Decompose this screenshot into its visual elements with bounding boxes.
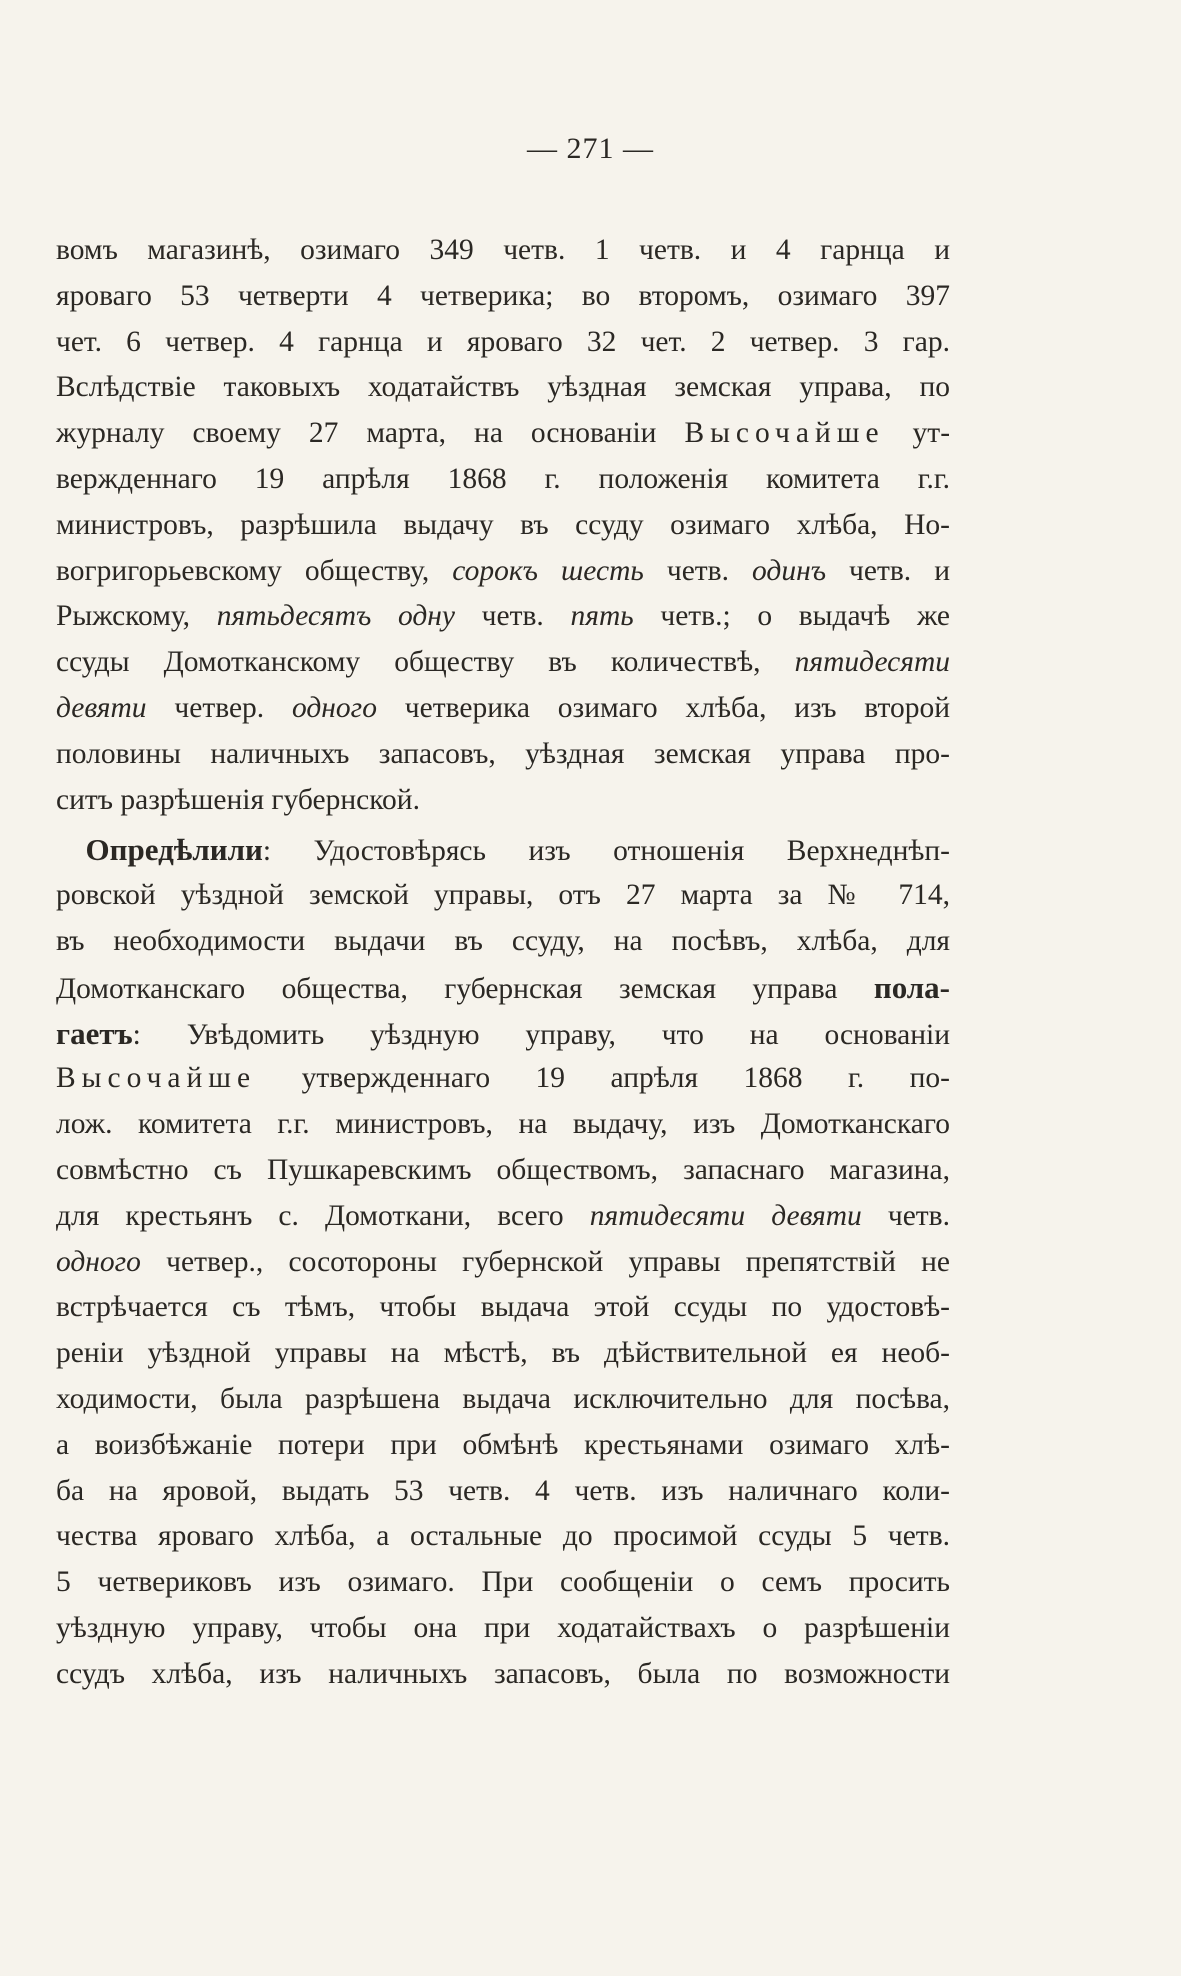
- text-line: чет. 6 четвер. 4 гарнца и яроваго 32 чет. 2 четвер. 3 гар.: [56, 325, 950, 358]
- text-line: чества яроваго хлѣба, а остальные до просимой ссуды 5 четв.: [56, 1520, 950, 1553]
- text-span: четверика озимаго хлѣба, изъ второй: [404, 691, 951, 724]
- text-span: четв.: [666, 554, 729, 587]
- text-line: Вслѣдствіе таковыхъ ходатайствъ уѣздная земская управа, по: [56, 371, 950, 404]
- text-line: [56, 965, 950, 1011]
- italic-emphasis: пятьдесятъ одну: [216, 600, 455, 633]
- text-line: [56, 640, 950, 686]
- text-span: Рыжскому,: [56, 600, 191, 633]
- text-span: журналу своему 27 марта, на основаніи: [56, 417, 657, 450]
- text-line: [56, 1011, 950, 1057]
- italic-emphasis: пять: [570, 600, 634, 633]
- italic-emphasis: одного: [56, 1245, 141, 1278]
- italic-emphasis: одного: [292, 691, 377, 724]
- text-span: утвержденнаго 19 апрѣля 1868 г. по-: [301, 1062, 950, 1095]
- text-line: лож. комитета г.г. министровъ, на выдачу, изъ Домотканскаго: [56, 1108, 950, 1141]
- italic-emphasis: пятидесяти девяти: [589, 1199, 862, 1232]
- spaced-emphasis: Высочайше: [56, 1062, 257, 1095]
- text-line: [56, 1056, 950, 1102]
- text-span: четвер., сосотороны губернской управы препятствій не: [166, 1245, 951, 1278]
- text-span: ут-: [912, 417, 951, 450]
- text-line: яроваго 53 четверти 4 четверика; во второмъ, озимаго 397: [56, 279, 950, 312]
- bold-heading: Опредѣлили: [85, 832, 263, 868]
- page-number: — 271 —: [527, 132, 654, 165]
- text-line: [56, 594, 950, 640]
- text-line: [56, 549, 950, 595]
- text-span: четв.; о выдачѣ же: [660, 600, 951, 633]
- bold-emphasis: пола-: [873, 969, 950, 1005]
- text-line: уѣздную управу, чтобы она при ходатайствахъ о разрѣшеніи: [56, 1611, 950, 1644]
- text-line: ходимости, была разрѣшена выдача исключительно для посѣва,: [56, 1382, 950, 1415]
- text-span: ссуды Домотканскому обществу въ количествѣ,: [56, 646, 761, 679]
- text-line: вержденнаго 19 апрѣля 1868 г. положенія комитета г.г.: [56, 462, 950, 495]
- bold-emphasis: гаетъ: [56, 1015, 133, 1051]
- text-span: Домотканскаго общества, губернская земская управа: [56, 972, 838, 1005]
- text-line: а воизбѣжаніе потери при обмѣнѣ крестьянами озимаго хлѣ-: [56, 1428, 950, 1461]
- text-line: министровъ, разрѣшила выдачу въ ссуду озимаго хлѣба, Но-: [56, 508, 950, 541]
- text-line: [56, 827, 950, 873]
- text-line: ровской уѣздной земской управы, отъ 27 марта за № 714,: [56, 879, 950, 912]
- text-line: въ необходимости выдачи въ ссуду, на посѣвъ, хлѣба, для: [56, 924, 950, 957]
- text-line: ситъ разрѣшенія губернской.: [56, 783, 420, 816]
- text-span: четв. и: [849, 554, 950, 587]
- text-line: ба на яровой, выдать 53 четв. 4 четв. изъ наличнаго коли-: [56, 1474, 950, 1507]
- text-body: [56, 228, 950, 1698]
- text-line: 5 четвериковъ изъ озимаго. При сообщеніи о семъ просить: [56, 1566, 950, 1599]
- text-line: совмѣстно съ Пушкаревскимъ обществомъ, запаснаго магазина,: [56, 1153, 950, 1186]
- text-span: четвер.: [174, 691, 265, 724]
- spaced-emphasis: Высочайше: [684, 417, 885, 450]
- text-span: : Удостовѣрясь изъ отношенія Верхнеднѣп-: [262, 835, 950, 868]
- text-span: : Увѣдомить уѣздную управу, что на основаніи: [132, 1018, 950, 1051]
- text-line: [56, 411, 950, 457]
- italic-emphasis: сорокъ шесть: [452, 554, 644, 587]
- text-span: для крестьянъ с. Домоткани, всего: [56, 1199, 564, 1232]
- text-line: вомъ магазинѣ, озимаго 349 четв. 1 четв. и 4 гарнца и: [56, 234, 950, 266]
- text-line: [56, 1194, 950, 1240]
- text-span: вогригорьевскому обществу,: [56, 554, 430, 587]
- text-line: реніи уѣздной управы на мѣстѣ, въ дѣйствительной ея необ-: [56, 1337, 950, 1370]
- text-line: [56, 686, 950, 732]
- italic-emphasis: одинъ: [752, 554, 827, 587]
- text-span: четв.: [481, 600, 544, 633]
- text-span: четв.: [887, 1199, 950, 1232]
- text-line: встрѣчается съ тѣмъ, чтобы выдача этой ссуды по удостовѣ-: [56, 1291, 950, 1324]
- italic-emphasis: пятидесяти: [794, 646, 951, 679]
- text-line: ссудъ хлѣба, изъ наличныхъ запасовъ, была по возможности: [56, 1657, 950, 1690]
- italic-emphasis: девяти: [56, 691, 147, 724]
- text-line: [56, 1240, 950, 1286]
- text-line: половины наличныхъ запасовъ, уѣздная земская управа про-: [56, 737, 950, 770]
